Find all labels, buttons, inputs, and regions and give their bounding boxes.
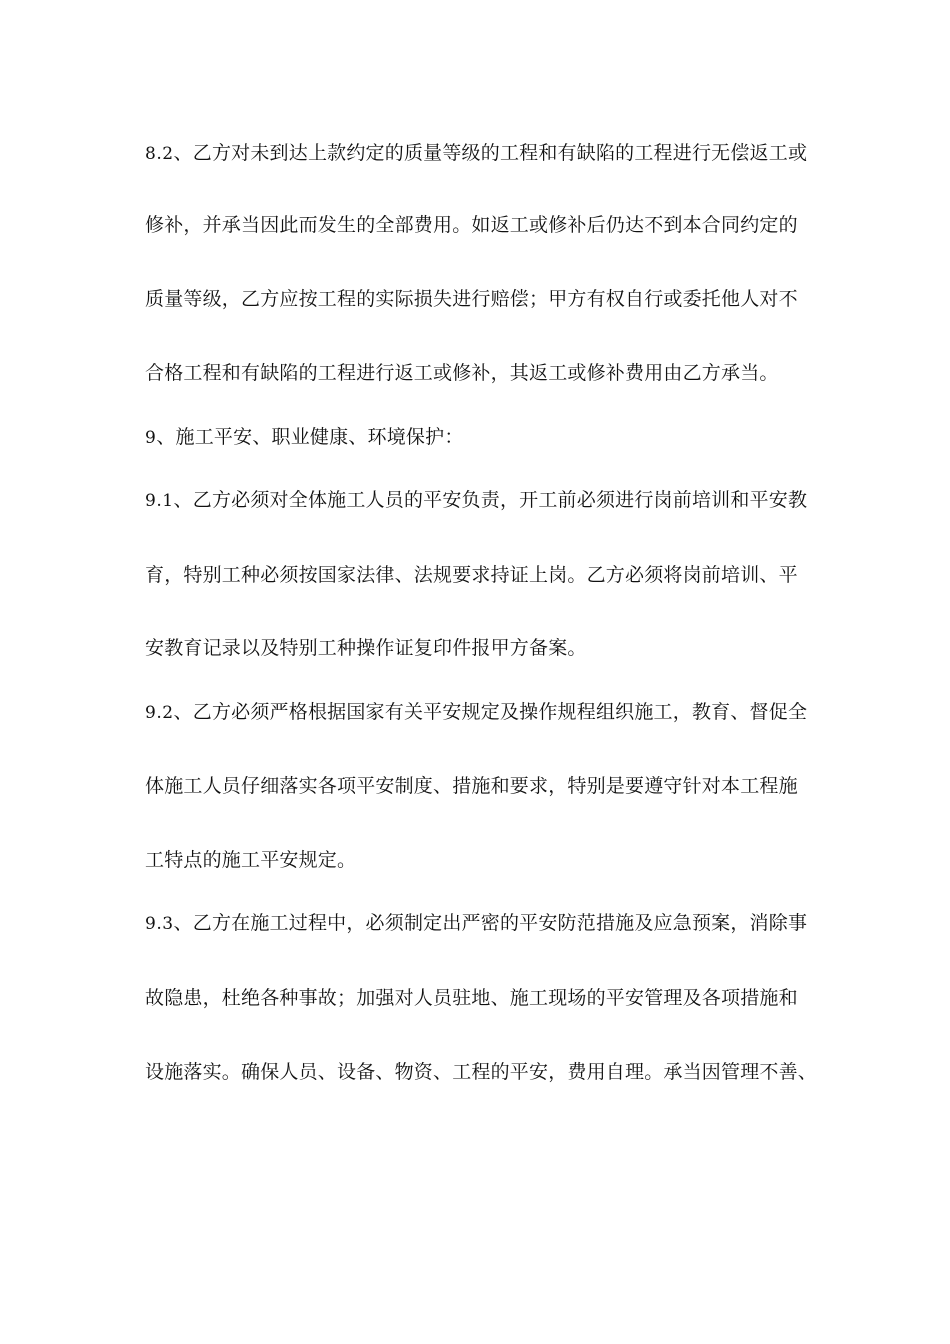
paragraph-8-2-line-2 — [145, 213, 825, 237]
paragraph-8-2-line-1 — [145, 141, 825, 166]
line-text: 设施落实。确保人员、设备、物资、工程的平安，费用自理。承当因管理不善、 — [145, 1061, 818, 1083]
paragraph-8-2-line-4 — [145, 361, 825, 385]
paragraph-9-3-line-2 — [145, 986, 825, 1010]
line-text: 工特点的施工平安规定。 — [145, 849, 357, 871]
line-text: 合格工程和有缺陷的工程进行返工或修补，其返工或修补费用由乙方承当。 — [145, 362, 779, 384]
paragraph-9-2-line-2 — [145, 774, 825, 798]
paragraph-8-2-line-3 — [145, 287, 825, 311]
clause-number: 9.1 — [145, 491, 174, 511]
line-text: 体施工人员仔细落实各项平安制度、措施和要求，特别是要遵守针对本工程施 — [145, 775, 798, 797]
paragraph-9-3-line-1 — [145, 911, 825, 936]
line-text: 育，特别工种必须按国家法律、法规要求持证上岗。乙方必须将岗前培训、平 — [145, 564, 798, 586]
line-text: 质量等级，乙方应按工程的实际损失进行赔偿；甲方有权自行或委托他人对不 — [145, 288, 798, 310]
clause-number: 9.3 — [145, 914, 174, 934]
line-text: 、乙方对未到达上款约定的质量等级的工程和有缺陷的工程进行无偿返工或 — [173, 142, 808, 164]
paragraph-9-2-line-3 — [145, 848, 825, 872]
line-text: 安教育记录以及特别工种操作证复印件报甲方备案。 — [145, 637, 587, 659]
paragraph-9-1-line-2 — [145, 563, 825, 587]
line-text: 、乙方在施工过程中，必须制定出严密的平安防范措施及应急预案，消除事 — [173, 912, 808, 934]
line-text: 、乙方必须对全体施工人员的平安负责，开工前必须进行岗前培训和平安教 — [173, 489, 808, 511]
line-text: 、乙方必须严格根据国家有关平安规定及操作规程组织施工，教育、督促全 — [173, 701, 808, 723]
paragraph-9-2-line-1 — [145, 700, 825, 725]
line-text: 、施工平安、职业健康、环境保护： — [156, 426, 464, 448]
clause-number: 8.2 — [145, 144, 174, 164]
clause-number: 9 — [145, 428, 157, 448]
paragraph-9-1-line-3 — [145, 636, 825, 660]
section-9-heading — [145, 425, 825, 450]
line-text: 故隐患，杜绝各种事故；加强对人员驻地、施工现场的平安管理及各项措施和 — [145, 987, 798, 1009]
paragraph-9-1-line-1 — [145, 488, 825, 513]
line-text: 修补，并承当因此而发生的全部费用。如返工或修补后仍达不到本合同约定的 — [145, 214, 798, 236]
paragraph-9-3-line-3 — [145, 1060, 825, 1084]
clause-number: 9.2 — [145, 703, 174, 723]
